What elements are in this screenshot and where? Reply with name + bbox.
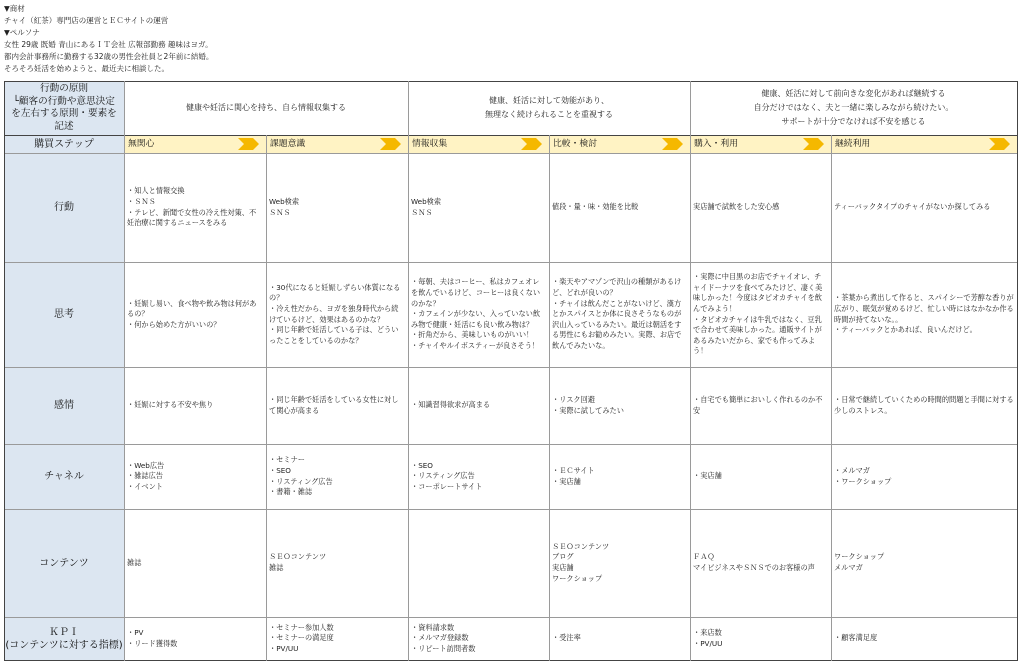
intro-line: ▼ペルソナ <box>4 28 40 37</box>
stage-2: 課題意識 <box>266 135 408 153</box>
principle-cell: 健康、妊活に対して前向きな変化があれば継続する 自分だけではなく、夫と一緒に楽しみながら続けたい。 サポートが十分でなければ不安を感じる <box>753 89 954 126</box>
grid-line <box>4 81 5 661</box>
journey-cell <box>549 617 690 660</box>
intro-line: チャイ（紅茶）専門店の運営とＥＣサイトの運営 <box>4 16 169 25</box>
grid-line <box>124 81 125 661</box>
journey-cell <box>690 617 831 660</box>
intro-line: 女性 29歳 既婚 青山にあるＩＴ会社 広報部勤務 趣味はヨガ。 <box>4 40 213 49</box>
journey-cell <box>266 367 408 444</box>
journey-cell-text: ワークショップ メルマガ <box>834 552 885 572</box>
grid-line <box>408 81 409 661</box>
journey-cell-text: ・自宅でも簡単においしく作れるのか不安 <box>693 394 823 415</box>
journey-cell-text: ・妊娠に対する不安や焦り <box>127 400 214 410</box>
journey-cell-text: 雑誌 <box>127 557 142 567</box>
principle-header: 行動の原則 └顧客の行動や意思決定 を左右する原則・要素を 記述 <box>4 81 124 135</box>
journey-cell-text: ・実際に中目黒のお店でチャイオレ、チャイドーナツを食べてみたけど、凄く美味しかった！今度はタピオカチャイを飲んでみよう！ ・タピオカチャイは牛乳ではなく、豆乳で合わせて美味しかった。通販サイトがあるみたいだから、家でも作ってみよう！ <box>693 272 823 356</box>
stage-header: 購買ステップ <box>4 135 124 153</box>
journey-cell-text: ・妊娠し易い、食べ物や飲み物は何があるの？ ・何から始めた方がいいの？ <box>127 298 257 329</box>
journey-cell-text: ・茶葉から煮出して作ると、スパイシーで芳醇な香りが広がり、眠気が覚めるけど、忙しい時にはなかなか作る時間が持てないな。。 ・ティーバックとかあれば、良いんだけど。 <box>834 293 1014 335</box>
stage-4: 比較・検討 <box>549 135 690 153</box>
journey-cell-text: ティーバックタイプのチャイがないか探してみる <box>834 202 991 212</box>
journey-cell <box>124 153 266 262</box>
grid-line <box>4 153 1017 154</box>
journey-cell-text: ・実店舗 <box>693 471 722 481</box>
stage-1: 無関心 <box>124 135 266 153</box>
journey-cell-text: ・メルマガ ・ワークショップ <box>834 465 892 486</box>
intro-line: 都内会計事務所に勤務する32歳の男性会社員と2年前に結婚。 <box>4 52 214 61</box>
journey-cell-text: ・ＥＣサイト ・実店舗 <box>552 465 595 486</box>
journey-cell <box>690 367 831 444</box>
stage-6: 継続利用 <box>831 135 1017 153</box>
grid-line <box>690 81 691 661</box>
journey-cell <box>831 153 1017 262</box>
chevron-right-icon <box>989 136 1013 152</box>
journey-cell-text: ・楽天やアマゾンで沢山の種類があるけど、どれが良いの？ ・チャイは飲んだことがないけど、漢方とかスパイスとか体に良さそうなものが沢山入っているみたい。最近は朝活をする男性にもお勧めみたい。実際、お店で飲んでみたいな。 <box>552 277 682 350</box>
journey-cell <box>831 509 1017 617</box>
grid-line <box>266 135 267 661</box>
row-label: ＫＰＩ (コンテンツに対する指標) <box>4 617 124 660</box>
row-label: チャネル <box>4 444 124 509</box>
grid-line <box>831 135 832 661</box>
journey-cell-text: ・セミナー参加人数 ・セミナーの満足度 ・PV/UU <box>269 622 334 653</box>
chevron-right-icon <box>380 136 404 152</box>
journey-cell-text: ・リスク回避 ・実際に試してみたい <box>552 394 624 415</box>
grid-line <box>549 135 550 661</box>
journey-cell <box>831 262 1017 367</box>
journey-cell <box>266 617 408 660</box>
journey-cell <box>549 262 690 367</box>
grid-line <box>4 444 1017 445</box>
grid-line <box>4 262 1017 263</box>
journey-cell <box>408 262 549 367</box>
principle-cell: 健康、妊活に対して効能があり、 無理なく続けられることを重視する <box>485 96 613 119</box>
journey-cell <box>408 617 549 660</box>
journey-cell-text: ・来店数 ・PV/UU <box>693 627 723 648</box>
principle-cell: 健康や妊活に関心を持ち、自ら情報収集する <box>186 103 346 112</box>
chevron-right-icon <box>238 136 262 152</box>
grid-line <box>4 367 1017 368</box>
journey-cell-text: Web検索 ＳＮＳ <box>411 196 442 217</box>
journey-cell-text: ・知人と情報交換 ・ＳＮＳ ・テレビ、新聞で女性の冷え性対策、不妊治療に関するニュースをみる <box>127 186 257 228</box>
row-label: コンテンツ <box>4 509 124 617</box>
journey-cell <box>124 367 266 444</box>
chevron-right-icon <box>521 136 545 152</box>
journey-cell-text: ・毎朝、夫はコーヒー、私はカフェオレを飲んでいるけど、コーヒーは良くないのかな？ ・カフェインが少ない、入っていない飲み物で健康・妊活にも良い飲み物は？ ・折角だから、美味しいものがいい！ ・チャイやルイボスティーが良さそう！ <box>411 277 541 350</box>
journey-cell <box>690 153 831 262</box>
journey-cell-text: ・Web広告 ・雑誌広告 ・イベント <box>127 460 165 491</box>
journey-cell <box>549 153 690 262</box>
row-label: 思考 <box>4 262 124 367</box>
journey-cell <box>266 509 408 617</box>
journey-cell <box>266 444 408 509</box>
journey-cell-text: ＦＡＱ マイビジネスやＳＮＳでのお客様の声 <box>693 552 815 572</box>
journey-cell-text: ・PV ・リード獲得数 <box>127 627 178 648</box>
journey-cell <box>408 367 549 444</box>
stage-5: 購入・利用 <box>690 135 831 153</box>
row-label: 感情 <box>4 367 124 444</box>
grid-line <box>4 509 1017 510</box>
journey-cell <box>124 509 266 617</box>
intro-line: そろそろ妊活を始めようと、最近夫に相談した。 <box>4 64 169 73</box>
journey-cell-text: ・セミナー ・SEO ・リスティング広告 ・書籍・雑誌 <box>269 455 333 497</box>
journey-cell-text: ・顧客満足度 <box>834 633 878 643</box>
grid-line <box>4 81 1017 82</box>
chevron-right-icon <box>662 136 686 152</box>
journey-cell-text: 実店舗で試飲をした安心感 <box>693 202 780 212</box>
journey-cell-text: ＳＥＯコンテンツ ブログ 実店舗 ワークショップ <box>552 541 610 583</box>
grid-line <box>4 660 1017 661</box>
journey-cell <box>266 262 408 367</box>
journey-cell <box>690 509 831 617</box>
journey-cell <box>408 509 549 617</box>
journey-cell <box>408 444 549 509</box>
journey-cell <box>690 262 831 367</box>
journey-cell <box>266 153 408 262</box>
journey-cell <box>124 444 266 509</box>
journey-cell <box>549 367 690 444</box>
journey-cell-text: ・資料請求数 ・メルマガ登録数 ・リピート訪問者数 <box>411 622 476 653</box>
journey-cell-text: ・同じ年齢で妊活をしている女性に対して関心が高まる <box>269 394 399 415</box>
stage-3: 情報収集 <box>408 135 549 153</box>
row-label: 行動 <box>4 153 124 262</box>
journey-cell <box>124 262 266 367</box>
journey-cell <box>408 153 549 262</box>
journey-cell <box>690 444 831 509</box>
journey-cell <box>831 444 1017 509</box>
journey-cell-text: ・受注率 <box>552 633 581 643</box>
journey-cell-text: ＳＥＯコンテンツ 雑誌 <box>269 552 327 572</box>
journey-cell-text: 値段・量・味・効能を比較 <box>552 202 639 212</box>
journey-cell-text: ・日常で継続していくための時間的問題と手間に対する少しのストレス。 <box>834 394 1014 415</box>
journey-cell <box>831 367 1017 444</box>
chevron-right-icon <box>803 136 827 152</box>
journey-cell <box>831 617 1017 660</box>
grid-line <box>1017 81 1018 661</box>
grid-line <box>4 135 1017 136</box>
journey-cell <box>549 444 690 509</box>
journey-cell <box>124 617 266 660</box>
intro-line: ▼商材 <box>4 4 25 13</box>
grid-line <box>4 617 1017 618</box>
journey-cell-text: ・30代になると妊娠しずらい体質になるの？ ・冷え性だから、ヨガを独身時代から続けているけど、効果はあるのかな？ ・同じ年齢で妊活している子は、どういったことをしているのかな？ <box>269 282 401 345</box>
journey-cell-text: ・知識習得欲求が高まる <box>411 400 491 410</box>
journey-cell-text: ・SEO ・リスティング広告 ・コーポレートサイト <box>411 460 483 491</box>
journey-cell <box>549 509 690 617</box>
journey-cell-text: Web検索 ＳＮＳ <box>269 196 300 217</box>
